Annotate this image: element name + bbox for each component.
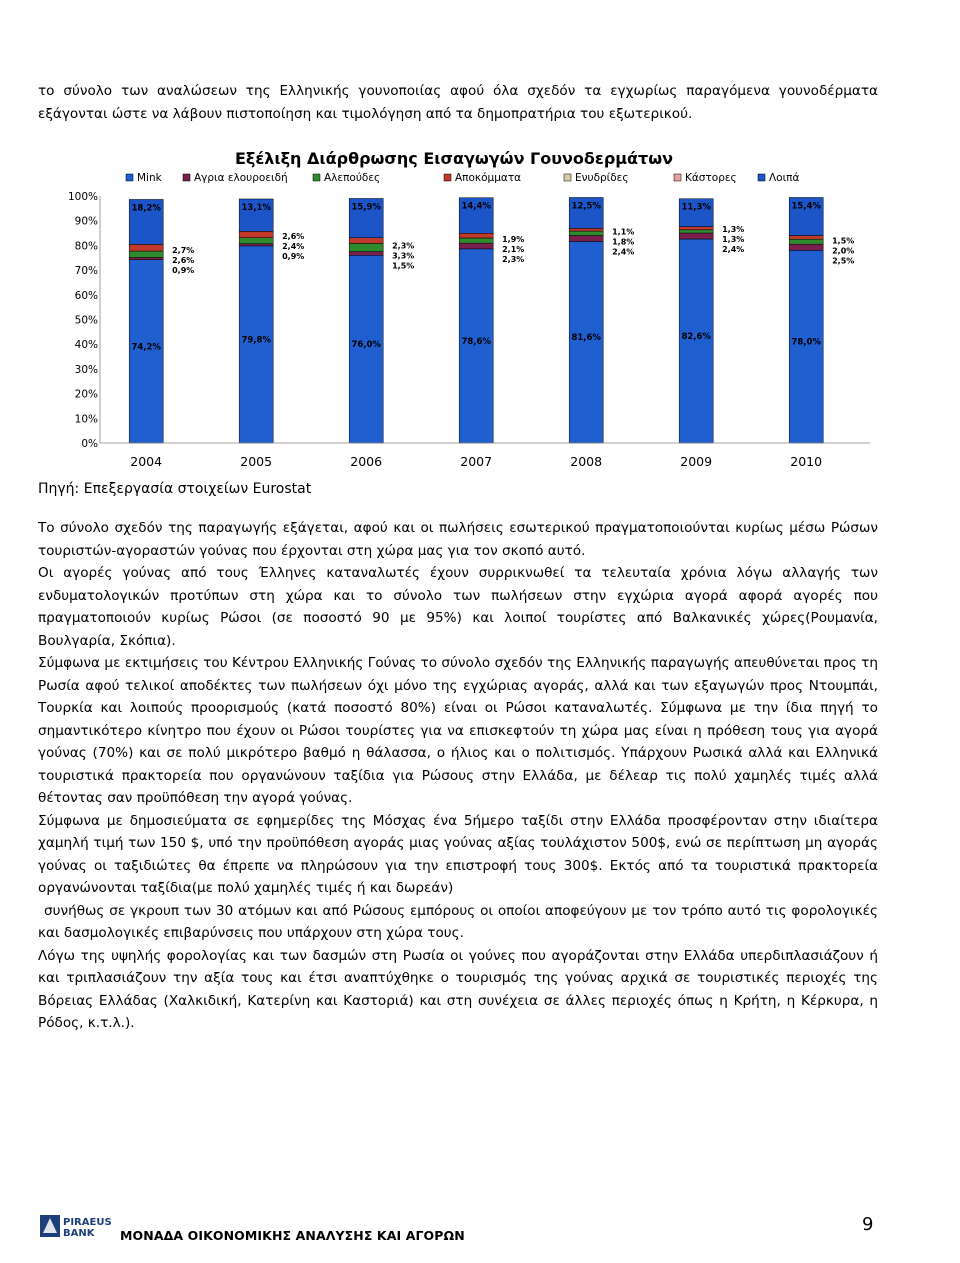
- chart-legend: [126, 172, 799, 184]
- bar-segment: [349, 252, 383, 256]
- paragraph: συνήθως σε γκρουπ των 30 ατόμων και από Ρώσους εμπόρους οι οποίοι αποφεύγουν με τον τρόπο αυτό τις φορολογικές και δασμολογικές επιβαρύνσεις που υπάρχουν στη χώρα τους.: [38, 902, 878, 941]
- x-tick-label: 2009: [680, 454, 713, 469]
- legend-swatch: [126, 174, 133, 181]
- data-label: 3,3%: [392, 251, 415, 261]
- legend-label: Κάστορες: [685, 172, 737, 184]
- legend-swatch: [444, 174, 451, 181]
- page-number: 9: [862, 1214, 874, 1235]
- data-label: 1,5%: [832, 236, 855, 246]
- data-label: 1,1%: [612, 227, 635, 237]
- data-label: 2,4%: [722, 245, 745, 255]
- bar-segment: [349, 243, 383, 251]
- y-tick-label: 0%: [81, 438, 98, 450]
- bar-segment: [239, 244, 273, 246]
- bar-segment: [679, 230, 713, 233]
- data-label: 0,9%: [172, 265, 195, 275]
- x-tick-label: 2008: [570, 454, 603, 469]
- x-axis: [100, 443, 870, 469]
- bar-segment: [459, 238, 493, 243]
- y-tick-label: 20%: [74, 388, 98, 401]
- chart-source: Πηγή: Επεξεργασία στοιχείων Eurostat: [38, 481, 312, 497]
- legend-label: Αποκόμματα: [455, 172, 522, 184]
- data-label: 2,0%: [832, 246, 855, 256]
- y-tick-label: 40%: [74, 339, 98, 352]
- paragraph: Το σύνολο σχεδόν της παραγωγής εξάγεται, αφού και οι πωλήσεις εσωτερικού πραγματοποιούνται κυρίως μέσω Ρώσων τουριστών-αγοραστών γούνας που έρχονται στη χώρα μας για τον σκοπό αυτό.: [38, 520, 878, 559]
- data-label: 2,7%: [172, 245, 195, 255]
- bar-segment: [679, 233, 713, 239]
- bar-segment: [239, 238, 273, 244]
- bar-segment: [349, 238, 383, 244]
- x-tick-label: 2004: [130, 454, 163, 469]
- x-tick-label: 2007: [460, 454, 493, 469]
- data-label: 2,3%: [502, 255, 525, 265]
- bar-segment: [789, 236, 823, 240]
- x-tick-label: 2005: [240, 454, 273, 469]
- y-tick-label: 50%: [74, 314, 98, 327]
- data-label: 15,4%: [791, 201, 821, 212]
- legend-swatch: [313, 174, 320, 181]
- legend-label: Ενυδρίδες: [575, 172, 629, 184]
- paragraph: Σύμφωνα με δημοσιεύματα σε εφημερίδες της Μόσχας ένα 5ήμερο ταξίδι στην Ελλάδα προσφέρονταν στην ιδιαίτερα χαμηλή τιμή των 150 $, υπό την προϋπόθεση αγοράς μιας γούνας αξίας τουλάχιστον 500$, ενώ σε περίπτωση μη αγοράς γούνας οι ταξιδιώτες θα έπρεπε να πληρώσουν για την επιστροφή τους 300$. Εκτός από τα τουριστικά πρακτορεία οργανώνονται ταξίδια(με πολύ χαμηλές τιμές ή και δωρεάν): [38, 812, 878, 896]
- bar-segment: [789, 244, 823, 250]
- y-tick-label: 100%: [67, 191, 98, 203]
- data-label: 82,6%: [681, 331, 711, 342]
- bar-segment: [129, 244, 163, 251]
- legend-swatch: [183, 174, 190, 181]
- bars: [129, 197, 854, 443]
- bar-segment: [239, 231, 273, 237]
- paragraph: Οι αγορές γούνας από τους Έλληνες καταναλωτές έχουν συρρικνωθεί τα τελευταία χρόνια λόγω αλλαγής των ενδυματολογικών προτύπων στη χώρα και το σύνολο των πωλήσεων στην εγχώρια αγορά αφορά αγορές που πραγματοποιούν κυρίως Ρώσοι (σε ποσοστό 90 με 95%) και λοιποί τουρίστες από Βαλκανικές χώρες(Ρουμανία, Βουλγαρία, Σκόπια).: [38, 565, 878, 649]
- data-label: 2,1%: [502, 245, 525, 255]
- y-axis: [68, 191, 100, 450]
- y-tick-label: 70%: [74, 265, 98, 278]
- data-label: 1,8%: [612, 237, 635, 247]
- data-label: 11,3%: [681, 202, 711, 213]
- bar-segment: [459, 233, 493, 238]
- legend-label: Mink: [137, 172, 162, 184]
- data-label: 12,5%: [571, 201, 601, 212]
- data-label: 78,6%: [461, 336, 491, 347]
- data-label: 79,8%: [241, 335, 271, 346]
- legend-label: Αγρια ελουροειδή: [194, 172, 288, 184]
- y-tick-label: 60%: [74, 289, 98, 302]
- intro-paragraph: το σύνολο των αναλώσεων της Ελληνικής γουνοποιίας αφού όλα σχεδόν τα εγχωρίως παραγόμενα γουνοδέρματα εξάγονται ώστε να λάβουν πιστοποίηση και τιμολόγηση από τα δημοπρατήρια του εξωτερικού.: [38, 83, 878, 122]
- legend-label: Λοιπά: [769, 172, 800, 184]
- data-label: 2,4%: [282, 242, 305, 252]
- data-label: 76,0%: [351, 340, 381, 351]
- data-label: 18,2%: [131, 203, 161, 214]
- y-tick-label: 90%: [74, 215, 98, 228]
- bar-segment: [129, 258, 163, 260]
- stacked-bar-chart: [38, 140, 875, 475]
- legend-swatch: [674, 174, 681, 181]
- y-tick-label: 10%: [74, 413, 98, 426]
- paragraph: Σύμφωνα με εκτιμήσεις του Κέντρου Ελληνικής Γούνας το σύνολο σχεδόν της Ελληνικής παραγωγής απευθύνεται προς τη Ρωσία αφού τελικοί αποδέκτες των πωλήσεων όχι μόνο της εγχώριας αγοράς, αλλά και των εξαγωγών προς Ντουμπάι, Τουρκία και λοιπούς προορισμούς (κατά ποσοστό 80%) είναι οι Ρώσοι καταναλωτές. Σύμφωνα με την ίδια πηγή το σημαντικότερο κίνητρο που έχουν οι Ρώσοι τουρίστες για να επισκεφτούν τη χώρα μας είναι η πρόθεση τους για αγορά γούνας (70%) και σε πολύ μικρότερο βαθμό η θάλασσα, ο ήλιος και ο πολιτισμός. Υπάρχουν Ρωσικά αλλά και Ελληνικά τουριστικά πρακτορεία που οργανώνουν ταξίδια για Ρώσους στην Ελλάδα, με δέλεαρ τις πολύ χαμηλές τιμές αλλά θέτοντας σαν προϋπόθεση την αγορά γούνας.: [38, 655, 878, 806]
- data-label: 2,6%: [282, 232, 305, 242]
- data-label: 13,1%: [241, 202, 271, 213]
- bar-segment: [569, 228, 603, 231]
- footer-unit-name: ΜΟΝΑΔΑ ΟΙΚΟΝΟΜΙΚΗΣ ΑΝΑΛΥΣΗΣ ΚΑΙ ΑΓΟΡΩΝ: [120, 1228, 465, 1243]
- chart-title: Εξέλιξη Διάρθρωσης Εισαγωγών Γουνοδερμάτων: [234, 149, 674, 168]
- chart-svg: [38, 140, 875, 475]
- legend-swatch: [564, 174, 571, 181]
- y-tick-label: 30%: [74, 363, 98, 376]
- data-label: 1,9%: [502, 235, 525, 245]
- body-text: [38, 517, 878, 1035]
- data-label: 15,9%: [351, 202, 381, 213]
- bar-segment: [679, 227, 713, 230]
- x-tick-label: 2010: [790, 454, 823, 469]
- legend-label: Αλεπούδες: [324, 172, 381, 184]
- data-label: 74,2%: [131, 342, 161, 353]
- legend-swatch: [758, 174, 765, 181]
- data-label: 2,4%: [612, 247, 635, 257]
- logo-text-2: BANK: [63, 1228, 95, 1239]
- data-label: 1,3%: [722, 225, 745, 235]
- data-label: 2,5%: [832, 256, 855, 266]
- data-label: 1,3%: [722, 235, 745, 245]
- y-tick-label: 80%: [74, 240, 98, 253]
- bar-segment: [789, 239, 823, 244]
- bar-segment: [569, 236, 603, 242]
- logo-text-1: PIRAEUS: [63, 1217, 112, 1228]
- bar-segment: [129, 251, 163, 257]
- data-label: 14,4%: [461, 201, 491, 212]
- bar-segment: [569, 231, 603, 235]
- data-label: 2,3%: [392, 241, 415, 251]
- x-tick-label: 2006: [350, 454, 383, 469]
- piraeus-bank-logo: [40, 1214, 116, 1240]
- data-label: 81,6%: [571, 333, 601, 344]
- data-label: 78,0%: [791, 337, 821, 348]
- paragraph: Λόγω της υψηλής φορολογίας και των δασμών στη Ρωσία οι γούνες που αγοράζονται στην Ελλάδα υπερδιπλασιάζουν ή και τριπλασιάζουν την αξία τους και έτσι αναπτύχθηκε ο τουρισμός της γούνας αρχικά σε τουριστικές περιοχές της Βόρειας Ελλάδας (Χαλκιδική, Κατερίνη και Καστοριά) και στη συνέχεια σε άλλες περιοχές όπως η Κρήτη, η Κέρκυρα, η Ρόδος, κ.τ.λ.).: [38, 947, 878, 1031]
- data-label: 2,6%: [172, 255, 195, 265]
- data-label: 0,9%: [282, 252, 305, 262]
- bar-segment: [459, 243, 493, 249]
- data-label: 1,5%: [392, 261, 415, 271]
